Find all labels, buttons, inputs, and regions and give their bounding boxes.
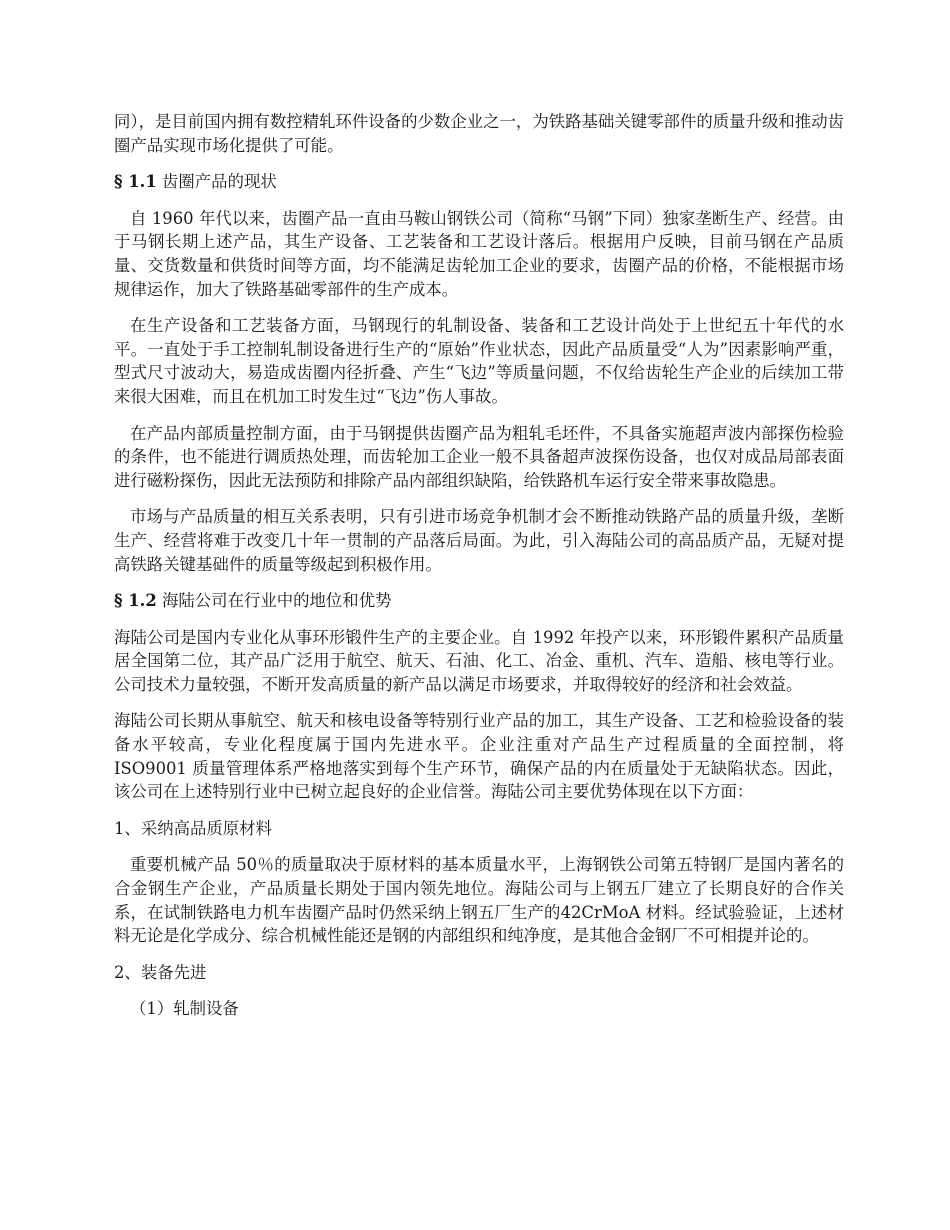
paragraph: 市场与产品质量的相互关系表明，只有引进市场竞争机制才会不断推动铁路产品的质量升级，垄断生产、经营将难于改变几十年一贯制的产品落后局面。为此，引入海陆公司的高品质产品，无疑对提高铁路关键基础件的质量等级起到积极作用。	[114, 507, 844, 574]
paragraph: 海陆公司长期从事航空、航天和核电设备等特别行业产品的加工，其生产设备、工艺和检验设备的装备水平较高，专业化程度属于国内先进水平。企业注重对产品生产过程质量的全面控制，将 ISO9001 质量管理体系严格地落实到每个生产环节，确保产品的内在质量处于无缺陷状态。因此，该公司在上述特别行业中已树立起良好的企业信誉。海陆公司主要优势体现在以下方面：	[114, 711, 844, 802]
paragraph: 在产品内部质量控制方面，由于马钢提供齿圈产品为粗轧毛坯件，不具备实施超声波内部探伤检验的条件，也不能进行调质热处理，而齿轮加工企业一般不具备超声波探伤设备，也仅对成品局部表面进行磁粉探伤，因此无法预防和排除产品内部组织缺陷，给铁路机车运行安全带来事故隐患。	[114, 423, 844, 490]
paragraph: 海陆公司是国内专业化从事环形锻件生产的主要企业。自 1992 年投产以来，环形锻件累积产品质量居全国第二位，其产品广泛用于航空、航天、石油、化工、冶金、重机、汽车、造船、核电等行业。公司技术力量较强，不断开发高质量的新产品以满足市场要求，并取得较好的经济和社会效益。	[114, 627, 844, 694]
section-number: § 1.1	[114, 172, 157, 192]
section-title: 海陆公司在行业中的地位和优势	[156, 591, 392, 611]
sub-list-item: （1）轧制设备	[130, 999, 239, 1019]
section-number: § 1.2	[114, 591, 157, 611]
paragraph: 自 1960 年代以来，齿圈产品一直由马鞍山钢铁公司（简称“马钢”下同）独家垄断生产、经营。由于马钢长期上述产品，其生产设备、工艺装备和工艺设计落后。根据用户反映，目前马钢在产品质量、交货数量和供货时间等方面，均不能满足齿轮加工企业的要求，齿圈产品的价格，不能根据市场规律运作，加大了铁路基础零部件的生产成本。	[114, 208, 844, 299]
paragraph: 重要机械产品 50％的质量取决于原材料的基本质量水平，上海钢铁公司第五特钢厂是国内著名的合金钢生产企业，产品质量长期处于国内领先地位。海陆公司与上钢五厂建立了长期良好的合作关系，在试制铁路电力机车齿圈产品时仍然采纳上钢五厂生产的42CrMoA 材料。经试验验证，上述材料无论是化学成分、综合机械性能还是钢的内部组织和纯净度，是其他合金钢厂不可相提并论的。	[114, 855, 844, 946]
section-heading-1-2	[114, 589, 844, 613]
document-page	[114, 110, 844, 1034]
section-heading-1-1	[114, 170, 844, 194]
paragraph-continuation: 同），是目前国内拥有数控精轧环件设备的少数企业之一，为铁路基础关键零部件的质量升级和推动齿圈产品实现市场化提供了可能。	[114, 112, 844, 155]
list-item-heading: 2、装备先进	[114, 962, 207, 982]
paragraph: 在生产设备和工艺装备方面，马钢现行的轧制设备、装备和工艺设计尚处于上世纪五十年代的水平。一直处于手工控制轧制设备进行生产的“原始”作业状态，因此产品质量受“人为”因素影响严重，型式尺寸波动大，易造成齿圈内径折叠、产生“飞边”等质量问题，不仅给齿轮生产企业的后续加工带来很大困难，而且在机加工时发生过“飞边”伤人事故。	[114, 316, 844, 406]
section-title: 齿圈产品的现状	[156, 172, 277, 192]
list-item-heading: 1、采纳高品质原材料	[114, 818, 272, 838]
